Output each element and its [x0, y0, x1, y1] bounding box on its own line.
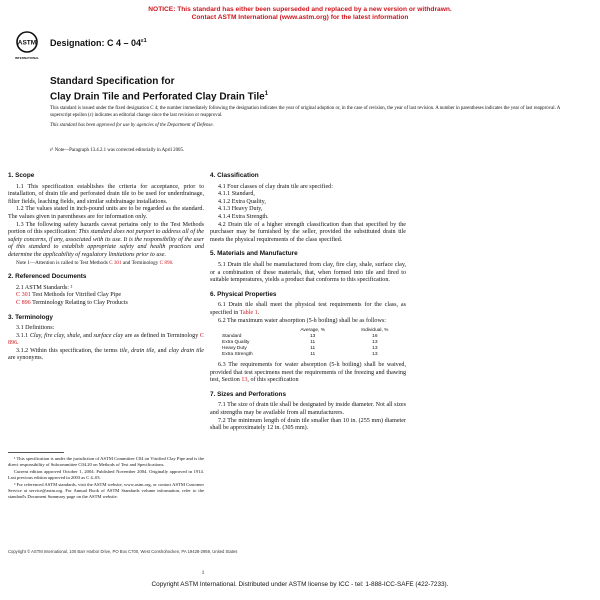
para-4-2: 4.2 Drain tile of a higher strength classification than that specified by the purchaser may be furnished by the seller, provided the substituted drain tile meets the physical requirements of the class specified. [210, 221, 406, 243]
t312-clay: clay drain tile [168, 347, 204, 354]
para-6-2: 6.2 The maximum water absorption (5-h boiling) shall be as follows: [218, 317, 386, 324]
link-table-1[interactable]: Table 1 [239, 309, 258, 316]
section-references-heading: 2. Referenced Documents [8, 273, 87, 281]
p63-end: , of this specification [247, 377, 299, 384]
title-line-2 [50, 88, 570, 103]
avg-value: 11 [310, 340, 316, 346]
class-name: Extra Quality [222, 340, 250, 346]
notice-line-1: NOTICE: This standard has either been superseded and replaced by a new version or withdrawn. [148, 6, 452, 13]
left-column [8, 172, 204, 363]
para-6-1 [210, 302, 406, 317]
absorption-col-individual: Individual, % [361, 328, 389, 334]
para-1-2: 1.2 The values stated in inch-pound units are to be regarded as the standard. The values given in parentheses are for information only. [8, 206, 204, 220]
astm-logo-icon [14, 30, 40, 64]
distribution-notice: Copyright ASTM International. Distributed under ASTM license by ICC - tel: 1-888-ICC-SAFE (422-7233). [151, 581, 449, 588]
section-physical-heading: 6. Physical Properties [210, 290, 277, 298]
t312-and: and [155, 347, 169, 354]
absorption-col-average: Average, % [300, 328, 326, 334]
para-1-3 [8, 222, 204, 260]
avg-value: 11 [310, 352, 316, 358]
ind-value: 13 [372, 352, 378, 358]
title-main: Clay Drain Tile and Perforated Clay Drain Tile [50, 91, 265, 103]
logo-subtext: INTERNATIONAL [14, 56, 40, 60]
para-4-1: 4.1 Four classes of clay drain tile are specified: [218, 183, 333, 190]
t311-end: . [17, 340, 19, 347]
section-scope-heading: 1. Scope [8, 172, 35, 179]
para-2-1: 2.1 ASTM Standards: ² [16, 284, 73, 291]
para-3-1-1 [8, 333, 204, 348]
notice-line-2: Contact ASTM International (www.astm.org) for the latest information [191, 14, 409, 22]
para-1-3-caveat: This standard does not purport to address all of the safety concerns, if any, associated with its use. It is the responsibility of the user of this standard to establish appropriate safety and health practices and determine the applicability of regulatory limitations prior to use. [8, 229, 204, 258]
t311-terms: Clay, fire clay, shale, [29, 332, 82, 339]
ref-c896-title: Terminology Relating to Clay Products [30, 299, 128, 306]
designation-epsilon: ε1 [141, 38, 147, 44]
epsilon-note: ε¹ Note—Paragraph 13.4.2.1 was corrected editorially in April 2005. [50, 148, 185, 153]
class-name: Standard [222, 334, 242, 340]
para-5-1: 5.1 Drain tile shall be manufactured from clay, fire clay, shale, surface clay, or a combination of these materials, that, when formed into tile and fired to suitable temperatures, yields a product that conforms to this specification. [210, 261, 406, 284]
section-terminology-heading: 3. Terminology [8, 313, 53, 321]
section-materials-heading: 5. Materials and Manufacture [210, 250, 298, 258]
para-4-1-2: 4.1.2 Extra Quality, [218, 198, 266, 205]
title-footnote-mark: 1 [264, 91, 269, 97]
para-4-1-4: 4.1.4 Extra Strength. [218, 213, 269, 220]
designation-code: Designation: C 4 – 04 [50, 38, 142, 48]
t311-link-c896[interactable]: C 896 [8, 332, 204, 347]
note-1 [8, 260, 204, 268]
class-name: Heavy Duty [222, 346, 247, 352]
t311-and: and [81, 332, 94, 339]
para-1-1: 1.1 This specification establishes the criteria for acceptance, prior to installation, of drain tile and perforated drain tile to be used for underdrainage, filter fields, leaching fields, and similar subdrainage installations. [8, 183, 204, 205]
logo-text: ASTM [17, 39, 37, 47]
ref-c301-title: Test Methods for Vitrified Clay Pipe [30, 292, 122, 299]
defense-approval: This standard has been approved for use by agencies of the Department of Defense. [50, 123, 214, 129]
para-6-3 [210, 362, 406, 385]
para-3-1: 3.1 Definitions: [16, 325, 55, 332]
ind-value: 13 [372, 340, 378, 346]
page-number: 1 [201, 570, 205, 576]
title-line-1: Standard Specification for [50, 76, 175, 87]
footnote-1: ¹ This specification is under the jurisdiction of ASTM Committee C04 on Vitrified Clay Pipe and is the direct responsibility of Subcommittee C04.20 on Methods of Test and Specifications. [8, 456, 204, 467]
section-classification-heading: 4. Classification [210, 172, 259, 179]
t311-surface: surface clay [93, 332, 124, 339]
para-7-1: 7.1 The size of drain tile shall be designated by inside diameter. Not all sizes and strengths may be available from all manufacturers. [210, 402, 406, 417]
footnote-rule [8, 452, 64, 453]
para-1-3-lead: 1.3 The following safety hazards caveat pertains only to the Test Methods portion of this specification: [8, 221, 204, 236]
para-3-1-2 [8, 348, 204, 363]
avg-value: 11 [310, 346, 316, 352]
t311-defined: are as defined in Terminology [123, 332, 200, 339]
footnotes [8, 456, 204, 501]
footnote-2: ² For referenced ASTM standards, visit the ASTM website, www.astm.org, or contact ASTM Customer Service at service@astm.org. For Annual Book of ASTM Standards volume information, refer to the standard's Document Summary page on the ASTM website. [8, 482, 204, 499]
ind-value: 16 [372, 334, 378, 340]
right-column [210, 172, 406, 433]
t312-terms: tile, drain tile, [119, 347, 156, 354]
para-4-1-3: 4.1.3 Heavy Duty, [218, 206, 263, 213]
ref-c896 [8, 300, 204, 308]
copyright-line: Copyright © ASTM International, 100 Barr Harbor Drive, PO Box C700, West Conshohocken, PA 19428-2959, United States [8, 549, 238, 554]
note-1-end: . [172, 259, 174, 266]
t312-lead: 3.1.2 Within this specification, the terms [16, 347, 120, 354]
standard-title [50, 76, 570, 103]
t312-end: are synonyms. [8, 355, 44, 362]
ref-c301 [8, 292, 204, 300]
p63-text: 6.3 The requirements for water absorption (5-h boiling) shall be waived, provided that test specimens meet the requirements of the freezing and thawing test, Section [210, 362, 406, 384]
link-c896[interactable]: C 896 [159, 259, 173, 266]
p61-end: . [257, 309, 260, 316]
supersede-notice [0, 6, 600, 22]
class-name: Extra Strength [222, 352, 253, 358]
issuance-text: This standard is issued under the fixed designation C 4; the number immediately following the designation indicates the year of original adoption or, in the case of revision, the year of last revision. A number in parentheses indicates the year of last reapproval. A superscript epsilon (ε) indicates an editorial change since the last revision or reapproval. [50, 106, 561, 118]
issuance-statement [50, 106, 570, 134]
t311-num: 3.1.1 [16, 332, 30, 339]
section-sizes-heading: 7. Sizes and Perforations [210, 390, 287, 398]
link-c301[interactable]: C 301 [109, 259, 122, 266]
footnote-1-edition: Current edition approved October 1, 2004. Published November 2004. Originally approved in 1914. Last previous edition approved in 2003 as C 4–03. [8, 469, 204, 480]
avg-value: 13 [310, 334, 316, 340]
ind-value: 13 [372, 346, 378, 352]
ref-c896-link[interactable]: C 896 [16, 299, 31, 306]
note-1-mid: and Terminology [121, 259, 160, 266]
absorption-table [218, 328, 406, 358]
para-7-2: 7.2 The minimum length of drain tile smaller than 10 in. (255 mm) diameter shall be approximately 12 in. (305 mm). [210, 417, 406, 432]
designation [50, 38, 147, 48]
link-section-13[interactable]: 13 [241, 377, 248, 384]
para-4-1-1: 4.1.1 Standard, [218, 191, 255, 198]
p61-text: 6.1 Drain tile shall meet the physical test requirements for the class, as specified in [210, 302, 406, 316]
table-row [218, 352, 406, 358]
ref-c301-link[interactable]: C 301 [16, 292, 31, 299]
note-1-text: Note 1—Attention is called to Test Methods [16, 259, 110, 266]
